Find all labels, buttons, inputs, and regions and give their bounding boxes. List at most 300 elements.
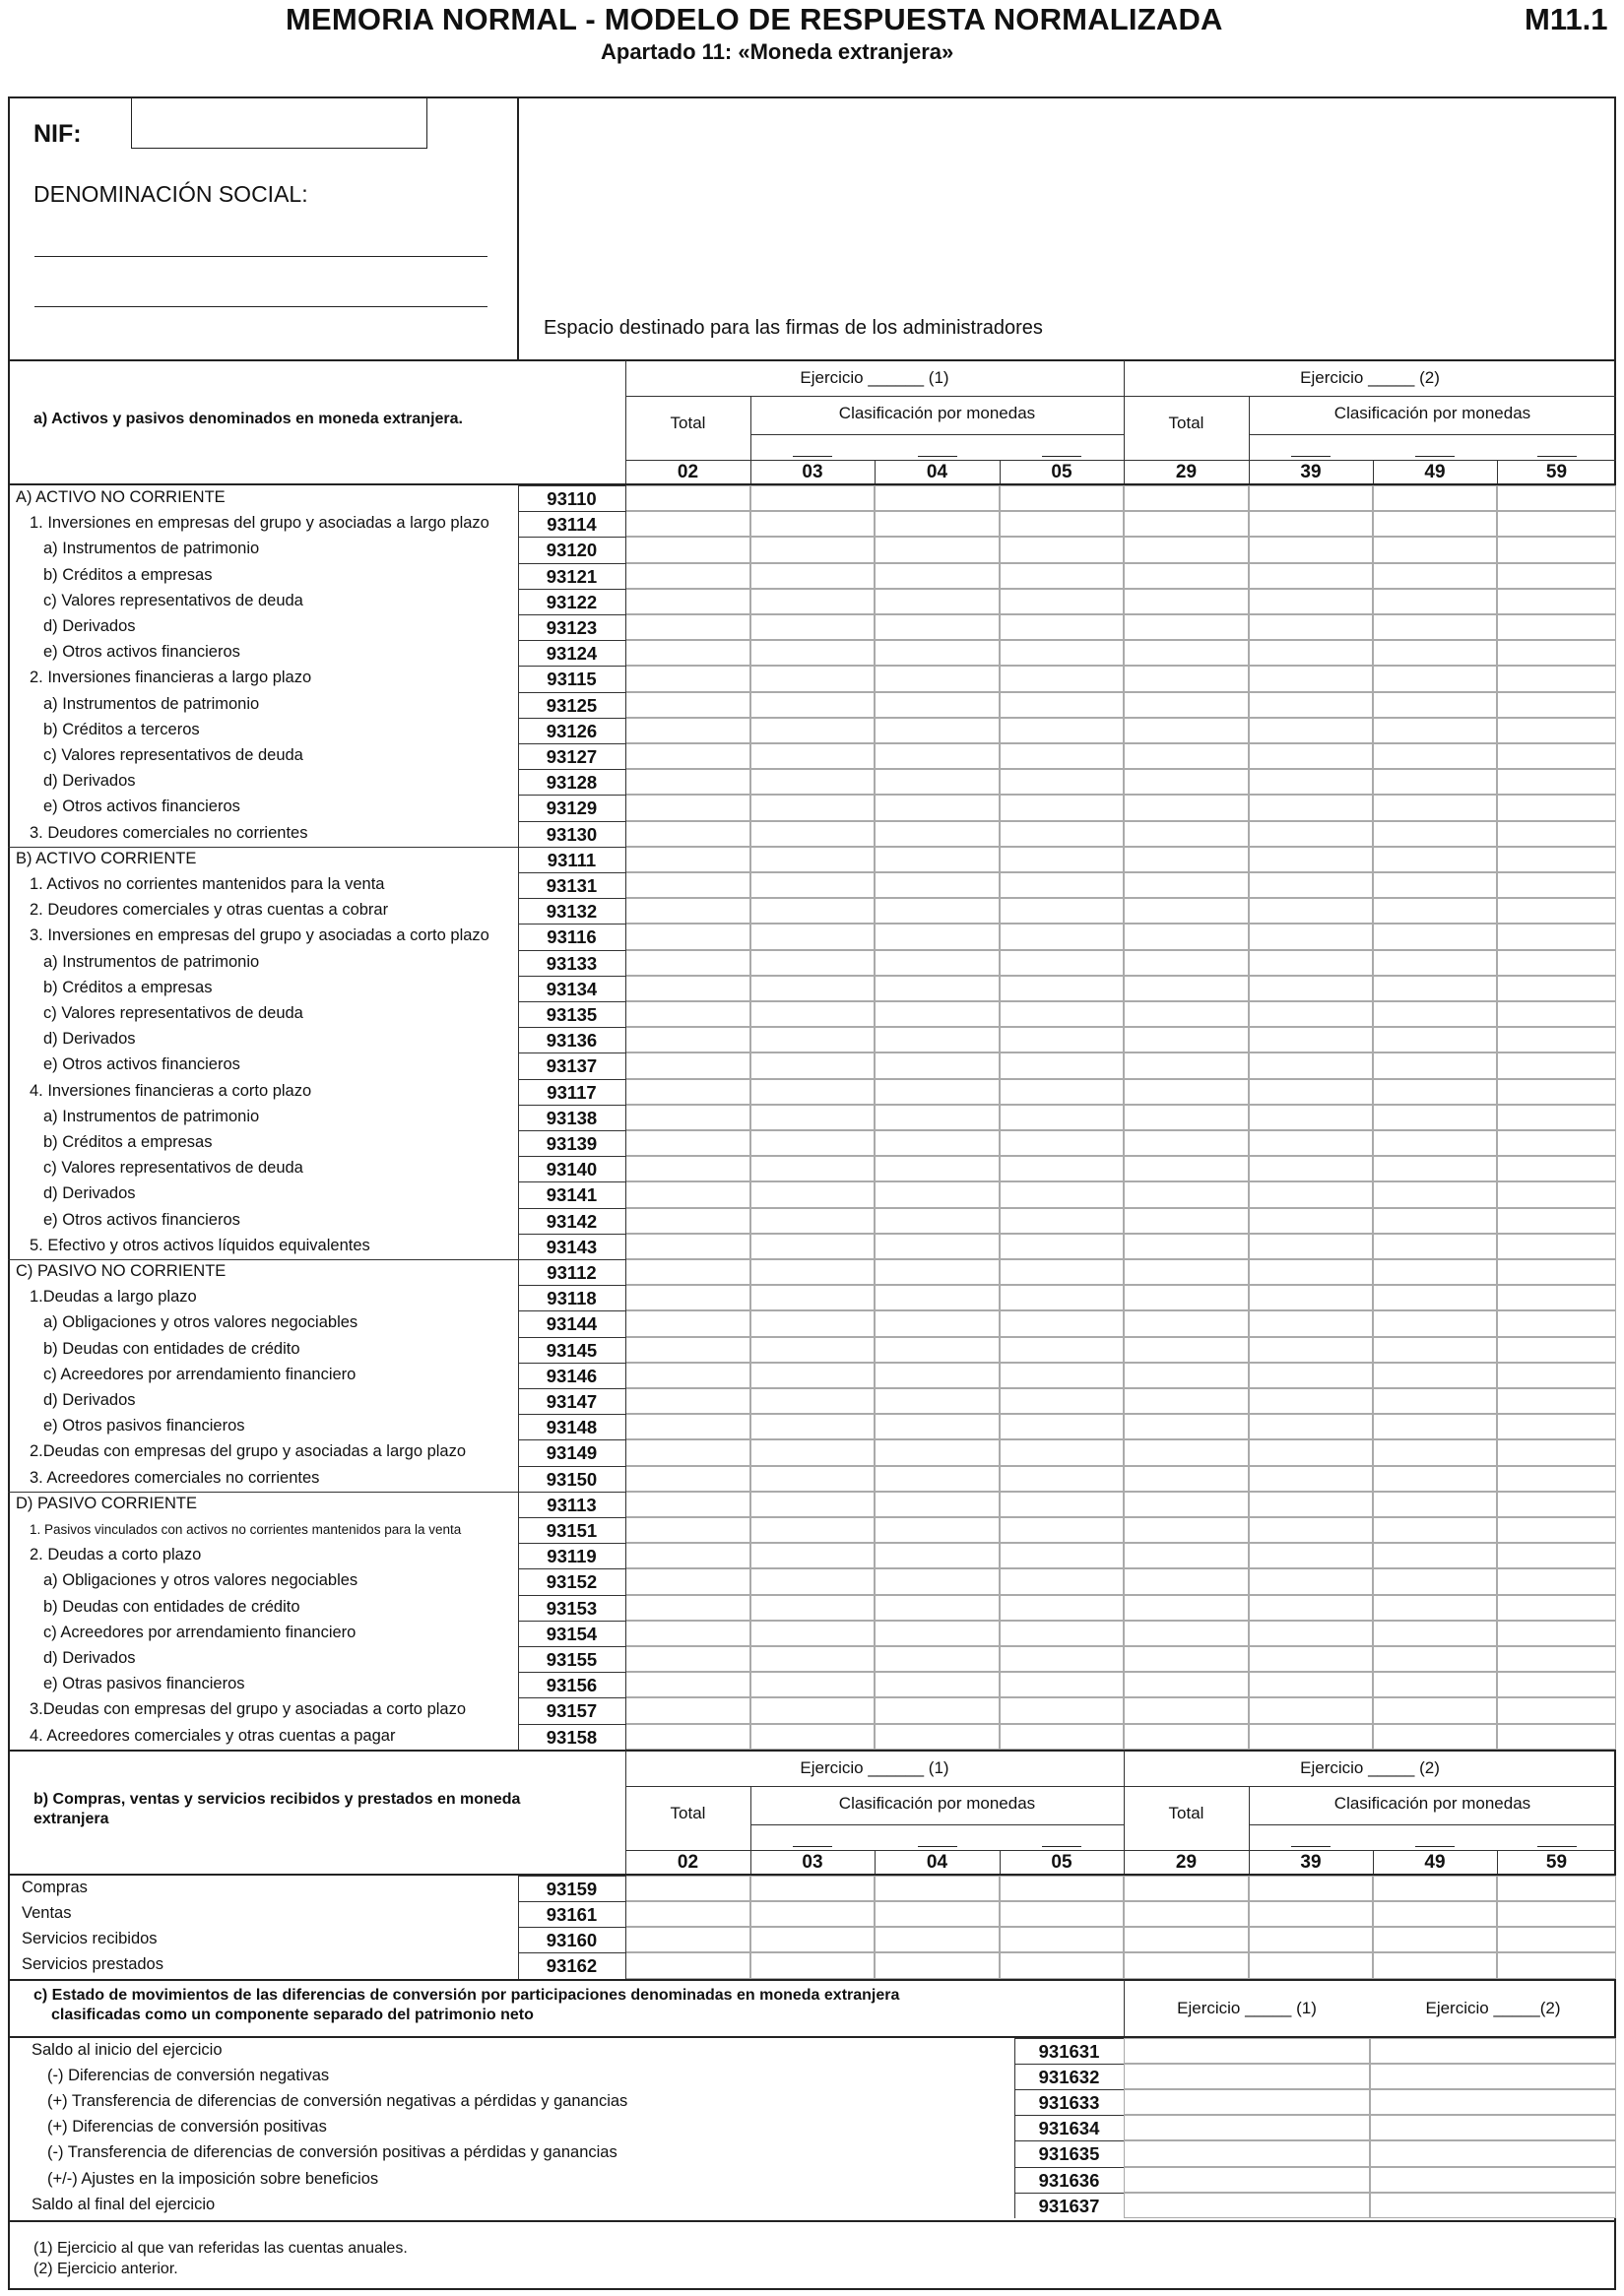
sec-a-cell[interactable]	[1000, 1310, 1124, 1336]
sec-a-cell[interactable]	[1000, 1337, 1124, 1363]
sec-a-cell[interactable]	[1249, 1439, 1373, 1465]
sec-b-cell[interactable]	[1000, 1927, 1124, 1952]
sec-a-cell[interactable]	[750, 1181, 875, 1207]
sec-a-cell[interactable]	[625, 1208, 750, 1234]
sec-a-cell[interactable]	[750, 1027, 875, 1052]
sec-a-cell[interactable]	[1124, 537, 1249, 562]
sec-a-cell[interactable]	[1497, 924, 1616, 949]
sec-a-cell[interactable]	[750, 1439, 875, 1465]
sec-a-cell[interactable]	[625, 821, 750, 847]
sec-a-cell[interactable]	[625, 769, 750, 795]
sec-c-cell[interactable]	[1370, 2089, 1616, 2115]
sec-a-cell[interactable]	[1124, 924, 1249, 949]
sec-a-cell[interactable]	[750, 924, 875, 949]
sec-a-cell[interactable]	[1124, 1105, 1249, 1130]
sec-a-cell[interactable]	[1249, 1105, 1373, 1130]
sec-a-cell[interactable]	[1124, 1181, 1249, 1207]
sec-a-currency-blank[interactable]	[1537, 456, 1577, 457]
sec-a-cell[interactable]	[1373, 1079, 1497, 1105]
sec-a-currency-blank[interactable]	[1291, 456, 1331, 457]
sec-a-cell[interactable]	[1249, 537, 1373, 562]
sec-a-cell[interactable]	[625, 872, 750, 898]
sec-a-cell[interactable]	[750, 718, 875, 743]
sec-a-cell[interactable]	[1249, 1027, 1373, 1052]
sec-a-cell[interactable]	[1373, 718, 1497, 743]
sec-a-cell[interactable]	[1249, 1181, 1373, 1207]
sec-a-cell[interactable]	[1000, 1595, 1124, 1621]
sec-a-cell[interactable]	[625, 1388, 750, 1414]
sec-a-cell[interactable]	[750, 847, 875, 872]
sec-a-cell[interactable]	[875, 1027, 1000, 1052]
sec-a-cell[interactable]	[1497, 666, 1616, 691]
sec-a-cell[interactable]	[750, 898, 875, 924]
sec-c-cell[interactable]	[1370, 2064, 1616, 2089]
sec-a-cell[interactable]	[875, 718, 1000, 743]
sec-a-cell[interactable]	[1124, 1568, 1249, 1594]
sec-a-cell[interactable]	[750, 1363, 875, 1388]
sec-a-cell[interactable]	[625, 614, 750, 640]
sec-a-cell[interactable]	[1249, 847, 1373, 872]
sec-a-cell[interactable]	[750, 769, 875, 795]
sec-a-cell[interactable]	[875, 1259, 1000, 1285]
sec-b-cell[interactable]	[875, 1927, 1000, 1952]
sec-a-cell[interactable]	[1000, 847, 1124, 872]
sec-a-cell[interactable]	[1249, 1052, 1373, 1078]
sec-a-cell[interactable]	[625, 1285, 750, 1310]
sec-a-cell[interactable]	[1497, 614, 1616, 640]
sec-a-cell[interactable]	[1249, 1724, 1373, 1750]
sec-a-cell[interactable]	[1000, 537, 1124, 562]
sec-a-cell[interactable]	[750, 1259, 875, 1285]
sec-c-cell[interactable]	[1370, 2038, 1616, 2064]
sec-a-cell[interactable]	[875, 1568, 1000, 1594]
sec-a-cell[interactable]	[1000, 1234, 1124, 1259]
sec-a-cell[interactable]	[1000, 1285, 1124, 1310]
sec-a-currency-blank[interactable]	[918, 456, 957, 457]
sec-a-cell[interactable]	[875, 1517, 1000, 1543]
sec-b-currency-blank[interactable]	[1537, 1846, 1577, 1847]
sec-a-cell[interactable]	[1249, 976, 1373, 1001]
sec-a-cell[interactable]	[750, 1310, 875, 1336]
sec-a-cell[interactable]	[1249, 614, 1373, 640]
sec-a-cell[interactable]	[1249, 1646, 1373, 1672]
sec-a-cell[interactable]	[1124, 718, 1249, 743]
sec-a-cell[interactable]	[1373, 872, 1497, 898]
sec-a-cell[interactable]	[1249, 924, 1373, 949]
sec-a-cell[interactable]	[625, 1724, 750, 1750]
sec-a-cell[interactable]	[1373, 1234, 1497, 1259]
sec-b-cell[interactable]	[1249, 1927, 1373, 1952]
sec-b-cell[interactable]	[1124, 1876, 1249, 1901]
sec-a-cell[interactable]	[1497, 872, 1616, 898]
sec-a-cell[interactable]	[875, 1105, 1000, 1130]
sec-a-cell[interactable]	[625, 718, 750, 743]
sec-a-cell[interactable]	[1000, 718, 1124, 743]
sec-a-cell[interactable]	[1124, 1439, 1249, 1465]
sec-a-cell[interactable]	[1497, 1363, 1616, 1388]
sec-a-cell[interactable]	[1124, 898, 1249, 924]
sec-a-cell[interactable]	[750, 1130, 875, 1156]
sec-a-cell[interactable]	[750, 1052, 875, 1078]
sec-a-cell[interactable]	[1249, 1517, 1373, 1543]
sec-a-cell[interactable]	[750, 1672, 875, 1697]
sec-a-cell[interactable]	[875, 1414, 1000, 1439]
sec-a-cell[interactable]	[750, 950, 875, 976]
sec-a-cell[interactable]	[1124, 1517, 1249, 1543]
sec-a-cell[interactable]	[1124, 1672, 1249, 1697]
sec-b-cell[interactable]	[625, 1901, 750, 1927]
sec-a-cell[interactable]	[1124, 1285, 1249, 1310]
sec-a-cell[interactable]	[875, 1595, 1000, 1621]
sec-a-cell[interactable]	[1373, 1181, 1497, 1207]
sec-a-cell[interactable]	[875, 1181, 1000, 1207]
sec-a-cell[interactable]	[750, 821, 875, 847]
sec-b-cell[interactable]	[1249, 1876, 1373, 1901]
sec-a-cell[interactable]	[750, 1337, 875, 1363]
sec-a-cell[interactable]	[1124, 1337, 1249, 1363]
sec-a-cell[interactable]	[1124, 847, 1249, 872]
sec-a-cell[interactable]	[1373, 898, 1497, 924]
sec-a-cell[interactable]	[1124, 950, 1249, 976]
sec-a-cell[interactable]	[1373, 1439, 1497, 1465]
sec-a-cell[interactable]	[1124, 1156, 1249, 1181]
sec-a-cell[interactable]	[1373, 1543, 1497, 1568]
sec-a-cell[interactable]	[1497, 1646, 1616, 1672]
sec-a-cell[interactable]	[875, 1672, 1000, 1697]
sec-a-cell[interactable]	[875, 976, 1000, 1001]
sec-a-cell[interactable]	[625, 976, 750, 1001]
sec-a-cell[interactable]	[1373, 1466, 1497, 1492]
sec-a-cell[interactable]	[1124, 511, 1249, 537]
sec-a-cell[interactable]	[1249, 769, 1373, 795]
sec-a-cell[interactable]	[875, 1363, 1000, 1388]
sec-a-cell[interactable]	[625, 898, 750, 924]
sec-a-cell[interactable]	[625, 1130, 750, 1156]
sec-a-cell[interactable]	[1000, 640, 1124, 666]
sec-a-cell[interactable]	[1373, 1310, 1497, 1336]
sec-a-cell[interactable]	[1124, 795, 1249, 820]
sec-a-cell[interactable]	[1249, 718, 1373, 743]
sec-a-cell[interactable]	[1373, 821, 1497, 847]
sec-a-cell[interactable]	[750, 692, 875, 718]
sec-a-cell[interactable]	[1497, 1466, 1616, 1492]
sec-a-cell[interactable]	[875, 1234, 1000, 1259]
sec-a-cell[interactable]	[875, 924, 1000, 949]
sec-a-cell[interactable]	[1249, 1130, 1373, 1156]
denominacion-line-1[interactable]	[34, 256, 487, 257]
sec-a-cell[interactable]	[1497, 1672, 1616, 1697]
sec-a-cell[interactable]	[1373, 1724, 1497, 1750]
sec-a-cell[interactable]	[625, 1672, 750, 1697]
sec-a-cell[interactable]	[1000, 1027, 1124, 1052]
sec-a-cell[interactable]	[625, 1259, 750, 1285]
sec-a-cell[interactable]	[750, 1156, 875, 1181]
sec-a-cell[interactable]	[1497, 1310, 1616, 1336]
sec-a-cell[interactable]	[1249, 872, 1373, 898]
sec-a-cell[interactable]	[1497, 1388, 1616, 1414]
sec-a-cell[interactable]	[750, 614, 875, 640]
sec-a-cell[interactable]	[625, 1439, 750, 1465]
sec-a-cell[interactable]	[750, 563, 875, 589]
sec-a-cell[interactable]	[625, 1052, 750, 1078]
sec-b-cell[interactable]	[1373, 1952, 1497, 1978]
sec-a-cell[interactable]	[750, 485, 875, 511]
sec-a-cell[interactable]	[625, 1337, 750, 1363]
sec-a-cell[interactable]	[750, 1414, 875, 1439]
sec-a-cell[interactable]	[1249, 1001, 1373, 1027]
sec-a-cell[interactable]	[875, 1208, 1000, 1234]
sec-b-currency-blank[interactable]	[793, 1846, 832, 1847]
sec-a-cell[interactable]	[875, 1724, 1000, 1750]
sec-c-cell[interactable]	[1124, 2140, 1370, 2166]
sec-a-cell[interactable]	[1249, 1595, 1373, 1621]
sec-a-currency-blank[interactable]	[793, 456, 832, 457]
sec-a-cell[interactable]	[1249, 1466, 1373, 1492]
sec-a-cell[interactable]	[875, 1337, 1000, 1363]
sec-a-cell[interactable]	[1124, 1621, 1249, 1646]
sec-b-cell[interactable]	[1497, 1952, 1616, 1978]
sec-a-cell[interactable]	[625, 1079, 750, 1105]
sec-a-cell[interactable]	[875, 1079, 1000, 1105]
sec-a-cell[interactable]	[1373, 1130, 1497, 1156]
sec-a-cell[interactable]	[1124, 872, 1249, 898]
sec-a-cell[interactable]	[625, 1543, 750, 1568]
sec-a-cell[interactable]	[1373, 1052, 1497, 1078]
sec-b-cell[interactable]	[1124, 1952, 1249, 1978]
sec-a-cell[interactable]	[750, 743, 875, 769]
sec-b-cell[interactable]	[625, 1952, 750, 1978]
sec-a-cell[interactable]	[1497, 1697, 1616, 1723]
sec-a-cell[interactable]	[1249, 485, 1373, 511]
sec-a-cell[interactable]	[875, 1388, 1000, 1414]
sec-a-cell[interactable]	[1249, 1208, 1373, 1234]
sec-a-cell[interactable]	[750, 1595, 875, 1621]
sec-b-cell[interactable]	[1373, 1876, 1497, 1901]
sec-b-cell[interactable]	[1000, 1901, 1124, 1927]
sec-c-cell[interactable]	[1124, 2089, 1370, 2115]
sec-a-cell[interactable]	[750, 1517, 875, 1543]
sec-a-cell[interactable]	[875, 821, 1000, 847]
sec-a-cell[interactable]	[1497, 1285, 1616, 1310]
sec-a-cell[interactable]	[1373, 769, 1497, 795]
sec-a-cell[interactable]	[1373, 666, 1497, 691]
sec-a-cell[interactable]	[1497, 1724, 1616, 1750]
sec-a-cell[interactable]	[625, 1621, 750, 1646]
sec-a-cell[interactable]	[875, 1492, 1000, 1517]
sec-a-cell[interactable]	[1124, 976, 1249, 1001]
sec-b-currency-blank[interactable]	[1291, 1846, 1331, 1847]
sec-a-cell[interactable]	[1124, 821, 1249, 847]
sec-b-cell[interactable]	[875, 1876, 1000, 1901]
sec-a-cell[interactable]	[1000, 1646, 1124, 1672]
sec-a-cell[interactable]	[750, 1466, 875, 1492]
sec-a-cell[interactable]	[1373, 1492, 1497, 1517]
sec-a-cell[interactable]	[1497, 1595, 1616, 1621]
sec-a-cell[interactable]	[875, 743, 1000, 769]
sec-a-cell[interactable]	[875, 847, 1000, 872]
sec-a-cell[interactable]	[750, 1621, 875, 1646]
sec-a-cell[interactable]	[1497, 511, 1616, 537]
sec-a-cell[interactable]	[625, 485, 750, 511]
sec-a-cell[interactable]	[625, 1466, 750, 1492]
sec-a-cell[interactable]	[1497, 898, 1616, 924]
sec-a-cell[interactable]	[875, 872, 1000, 898]
sec-a-cell[interactable]	[1373, 1001, 1497, 1027]
sec-a-cell[interactable]	[875, 511, 1000, 537]
sec-a-cell[interactable]	[750, 1285, 875, 1310]
sec-a-cell[interactable]	[1000, 1363, 1124, 1388]
sec-a-cell[interactable]	[1000, 1079, 1124, 1105]
sec-a-cell[interactable]	[1000, 511, 1124, 537]
sec-a-cell[interactable]	[1497, 1079, 1616, 1105]
sec-a-cell[interactable]	[1497, 1568, 1616, 1594]
sec-a-currency-blank[interactable]	[1415, 456, 1455, 457]
sec-a-cell[interactable]	[1124, 1310, 1249, 1336]
sec-a-cell[interactable]	[1124, 1234, 1249, 1259]
sec-a-cell[interactable]	[1373, 1517, 1497, 1543]
sec-a-cell[interactable]	[1497, 640, 1616, 666]
sec-a-cell[interactable]	[750, 1001, 875, 1027]
sec-a-cell[interactable]	[1124, 1646, 1249, 1672]
sec-a-cell[interactable]	[750, 1543, 875, 1568]
sec-a-cell[interactable]	[1497, 821, 1616, 847]
sec-a-cell[interactable]	[1124, 614, 1249, 640]
sec-a-cell[interactable]	[625, 692, 750, 718]
sec-a-cell[interactable]	[1124, 1414, 1249, 1439]
sec-a-cell[interactable]	[1249, 821, 1373, 847]
sec-b-cell[interactable]	[1000, 1876, 1124, 1901]
sec-a-cell[interactable]	[875, 1439, 1000, 1465]
sec-a-cell[interactable]	[1249, 898, 1373, 924]
sec-a-cell[interactable]	[1000, 1697, 1124, 1723]
sec-a-cell[interactable]	[1497, 589, 1616, 614]
sec-a-cell[interactable]	[1124, 1595, 1249, 1621]
sec-a-cell[interactable]	[750, 1568, 875, 1594]
sec-a-cell[interactable]	[1000, 1001, 1124, 1027]
sec-a-cell[interactable]	[1497, 1621, 1616, 1646]
sec-a-cell[interactable]	[1497, 537, 1616, 562]
sec-a-cell[interactable]	[1373, 1672, 1497, 1697]
sec-a-cell[interactable]	[750, 511, 875, 537]
sec-a-cell[interactable]	[1373, 692, 1497, 718]
sec-a-cell[interactable]	[1373, 1027, 1497, 1052]
sec-a-cell[interactable]	[625, 1492, 750, 1517]
sec-a-cell[interactable]	[1373, 511, 1497, 537]
sec-a-cell[interactable]	[1249, 1672, 1373, 1697]
sec-a-cell[interactable]	[1497, 1234, 1616, 1259]
sec-a-cell[interactable]	[1124, 1001, 1249, 1027]
sec-b-cell[interactable]	[1249, 1952, 1373, 1978]
sec-b-cell[interactable]	[875, 1952, 1000, 1978]
sec-a-cell[interactable]	[875, 1646, 1000, 1672]
sec-a-cell[interactable]	[625, 743, 750, 769]
sec-a-cell[interactable]	[750, 1388, 875, 1414]
sec-a-cell[interactable]	[625, 1363, 750, 1388]
sec-a-cell[interactable]	[1000, 614, 1124, 640]
sec-a-cell[interactable]	[1124, 666, 1249, 691]
sec-a-cell[interactable]	[1000, 1621, 1124, 1646]
sec-c-cell[interactable]	[1124, 2038, 1370, 2064]
sec-a-cell[interactable]	[1249, 950, 1373, 976]
sec-a-cell[interactable]	[625, 847, 750, 872]
sec-a-cell[interactable]	[1000, 769, 1124, 795]
sec-a-cell[interactable]	[1124, 1259, 1249, 1285]
sec-a-cell[interactable]	[1373, 976, 1497, 1001]
sec-a-cell[interactable]	[625, 1105, 750, 1130]
sec-a-cell[interactable]	[625, 924, 750, 949]
sec-a-cell[interactable]	[875, 1621, 1000, 1646]
sec-b-cell[interactable]	[1249, 1901, 1373, 1927]
sec-a-cell[interactable]	[875, 1310, 1000, 1336]
sec-a-cell[interactable]	[1249, 589, 1373, 614]
sec-a-cell[interactable]	[1000, 1156, 1124, 1181]
sec-a-cell[interactable]	[1497, 1414, 1616, 1439]
sec-a-cell[interactable]	[1373, 589, 1497, 614]
sec-a-cell[interactable]	[1000, 692, 1124, 718]
sec-a-cell[interactable]	[1000, 976, 1124, 1001]
sec-a-cell[interactable]	[1373, 640, 1497, 666]
sec-a-cell[interactable]	[750, 666, 875, 691]
sec-a-cell[interactable]	[625, 1001, 750, 1027]
sec-a-cell[interactable]	[1124, 1724, 1249, 1750]
sec-a-cell[interactable]	[750, 1697, 875, 1723]
sec-a-cell[interactable]	[1000, 743, 1124, 769]
sec-a-cell[interactable]	[1000, 950, 1124, 976]
sec-a-cell[interactable]	[1497, 1337, 1616, 1363]
sec-a-cell[interactable]	[1497, 769, 1616, 795]
sec-a-cell[interactable]	[1000, 1105, 1124, 1130]
sec-a-cell[interactable]	[1373, 1259, 1497, 1285]
sec-a-cell[interactable]	[1000, 589, 1124, 614]
sec-a-cell[interactable]	[875, 1052, 1000, 1078]
sec-a-cell[interactable]	[1497, 847, 1616, 872]
sec-a-cell[interactable]	[1373, 924, 1497, 949]
sec-a-cell[interactable]	[1000, 795, 1124, 820]
sec-a-cell[interactable]	[875, 1130, 1000, 1156]
sec-a-cell[interactable]	[1124, 1079, 1249, 1105]
sec-c-cell[interactable]	[1124, 2115, 1370, 2140]
sec-b-cell[interactable]	[750, 1927, 875, 1952]
sec-b-cell[interactable]	[1373, 1927, 1497, 1952]
sec-a-cell[interactable]	[1249, 1568, 1373, 1594]
sec-a-cell[interactable]	[750, 1079, 875, 1105]
sec-a-cell[interactable]	[750, 1646, 875, 1672]
sec-a-cell[interactable]	[875, 898, 1000, 924]
sec-b-currency-blank[interactable]	[918, 1846, 957, 1847]
sec-a-cell[interactable]	[625, 1595, 750, 1621]
sec-a-cell[interactable]	[750, 1234, 875, 1259]
sec-a-cell[interactable]	[750, 640, 875, 666]
sec-a-cell[interactable]	[1497, 563, 1616, 589]
sec-a-cell[interactable]	[1497, 1156, 1616, 1181]
sec-a-cell[interactable]	[1124, 640, 1249, 666]
sec-a-cell[interactable]	[1373, 1646, 1497, 1672]
sec-a-cell[interactable]	[875, 950, 1000, 976]
sec-a-cell[interactable]	[1373, 614, 1497, 640]
sec-a-cell[interactable]	[625, 1568, 750, 1594]
sec-a-cell[interactable]	[750, 872, 875, 898]
sec-a-cell[interactable]	[1373, 847, 1497, 872]
sec-a-cell[interactable]	[1249, 1234, 1373, 1259]
sec-a-cell[interactable]	[750, 1208, 875, 1234]
sec-a-cell[interactable]	[1497, 1208, 1616, 1234]
sec-a-cell[interactable]	[1124, 692, 1249, 718]
sec-c-cell[interactable]	[1370, 2193, 1616, 2218]
sec-b-cell[interactable]	[1497, 1927, 1616, 1952]
sec-a-cell[interactable]	[1000, 563, 1124, 589]
sec-a-cell[interactable]	[625, 537, 750, 562]
sec-a-cell[interactable]	[1373, 1595, 1497, 1621]
